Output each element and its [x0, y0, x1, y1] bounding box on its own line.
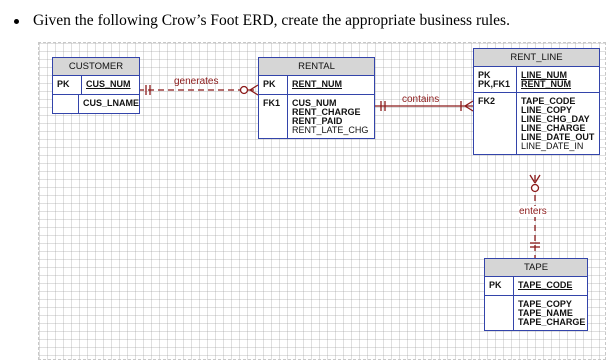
- entity-title: RENTAL: [259, 58, 374, 76]
- attribute-row: [259, 95, 374, 138]
- attribute: TAPE_CODE: [518, 280, 573, 290]
- entity-rental: [258, 57, 375, 139]
- attribute-list: [514, 277, 572, 295]
- primary-key-row: [259, 76, 374, 95]
- attribute-list: [288, 95, 368, 138]
- key-marker: [53, 95, 79, 113]
- entity-tape: [484, 258, 588, 331]
- attribute-row: [474, 93, 599, 154]
- attribute: CUS_NUM: [86, 79, 131, 89]
- attribute-list: [82, 76, 131, 94]
- primary-key-row: [474, 67, 599, 93]
- attribute: RENT_NUM: [521, 79, 572, 89]
- attribute: CUS_NUM: [292, 98, 337, 108]
- contains-crowfoot-b: [465, 106, 473, 111]
- attribute: CUS_LNAME: [82, 98, 139, 108]
- attribute: TAPE_CHARGE: [518, 317, 586, 327]
- attribute: LINE_COPY: [521, 105, 573, 115]
- attribute-list: [288, 76, 342, 94]
- primary-key-row: [53, 76, 139, 95]
- attribute: LINE_DATE_IN: [521, 141, 584, 151]
- attribute-list: [517, 93, 594, 154]
- attribute: LINE_CHG_DAY: [521, 114, 590, 124]
- entity-rent-line: [473, 48, 600, 155]
- key-marker: FK2: [474, 93, 517, 154]
- entity-title: TAPE: [485, 259, 587, 277]
- primary-key-row: [485, 277, 587, 296]
- key-marker: PK: [259, 76, 288, 94]
- contains-crowfoot-a: [465, 101, 473, 106]
- attribute: RENT_CHARGE: [292, 107, 361, 117]
- relationship-label-contains: contains: [402, 94, 440, 105]
- key-marker: FK1: [259, 95, 288, 138]
- attribute: LINE_DATE_OUT: [521, 132, 595, 142]
- attribute: RENT_LATE_CHG: [292, 125, 369, 135]
- key-marker: [485, 296, 514, 330]
- question-text: Given the following Crow’s Foot ERD, create the appropriate business rules.: [33, 12, 510, 29]
- attribute: RENT_PAID: [292, 116, 343, 126]
- relationship-label-enters: enters: [519, 206, 547, 217]
- enters-zero-icon: [532, 185, 539, 192]
- attribute: LINE_NUM: [521, 70, 568, 80]
- relationship-label-generates: generates: [174, 76, 219, 87]
- attribute: TAPE_COPY: [518, 299, 572, 309]
- attribute: TAPE_CODE: [521, 96, 576, 106]
- attribute: LINE_CHARGE: [521, 123, 586, 133]
- attribute-list: [517, 67, 571, 92]
- key-marker: PK PK,FK1: [474, 67, 517, 92]
- entity-title: CUSTOMER: [53, 58, 139, 76]
- key-marker: PK: [53, 76, 82, 94]
- attribute-list: [514, 296, 585, 330]
- enters-crowfoot-a: [530, 175, 535, 183]
- entity-title: RENT_LINE: [474, 49, 599, 67]
- generates-zero-icon: [241, 87, 248, 94]
- attribute-list: [79, 95, 139, 113]
- entity-customer: [52, 57, 140, 114]
- attribute: TAPE_NAME: [518, 308, 573, 318]
- attribute-row: [485, 296, 587, 330]
- generates-crowfoot-a: [250, 85, 258, 90]
- attribute: RENT_NUM: [292, 79, 343, 89]
- generates-crowfoot-b: [250, 90, 258, 95]
- enters-crowfoot-b: [535, 175, 540, 183]
- key-marker: PK: [485, 277, 514, 295]
- attribute-row: [53, 95, 139, 113]
